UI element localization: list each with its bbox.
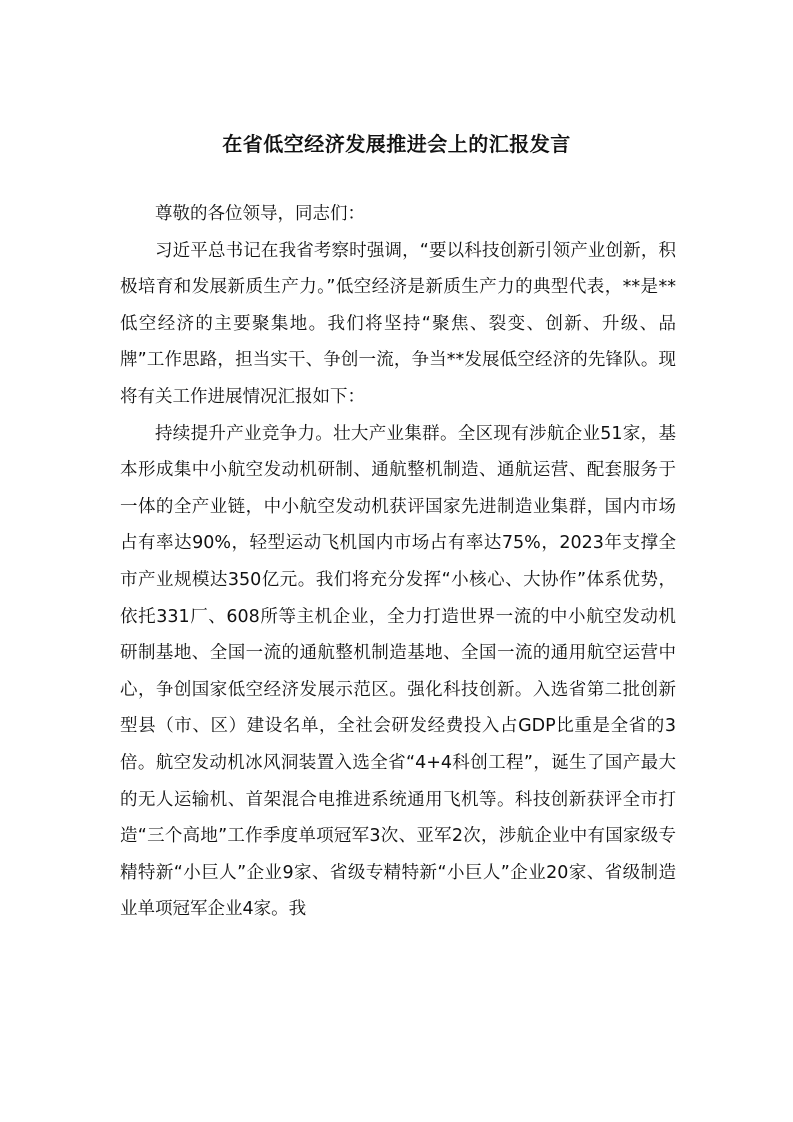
salutation-paragraph: 尊敬的各位领导，同志们： — [155, 204, 365, 224]
industry-paragraph: 持续提升产业竞争力。壮大产业集群。全区现有涉航企业51家，基本形成集中小航空发动机研制、通航整机制造、通航运营、配套服务于一体的全产业链，中小航空发动机获评国家先进制造业集群，国内市场占有率达90%，轻型运动飞机国内市场占有率达75%，2023年支撑全市产业规模达350亿元。我们将充分发挥“小核心、大协作”体系优势，依托331厂、608所等主机企业，全力打造世界一流的中小航空发动机研制基地、全国一流的通航整机制造基地、全国一流的通用航空运营中心，争创国家低空经济发展示范区。强化科技创新。入选省第二批创新型县（市、区）建设名单，全社会研发经费投入占GDP比重是全省的3倍。航空发动机冰风洞装置入选全省“4+4科创工程”，诞生了国产最大的无人运输机、首架混合电推进系统通用飞机等。科技创新获评全市打造“三个高地”工作季度单项冠军3次、亚军2次，涉航企业中有国家级专精特新“小巨人”企业9家、省级专精特新“小巨人”企业20家、省级制造业单项冠军企业4家。我 — [120, 423, 676, 920]
document-title: 在省低空经济发展推进会上的汇报发言 — [222, 132, 571, 156]
intro-paragraph: 习近平总书记在我省考察时强调，“要以科技创新引领产业创新，积极培育和发展新质生产力。”低空经济是新质生产力的典型代表，**是**低空经济的主要聚集地。我们将坚持“聚焦、裂变、创新、升级、品牌”工作思路，担当实干、争创一流，争当**发展低空经济的先锋队。现将有关工作进展情况汇报如下： — [120, 240, 676, 407]
document-body — [120, 196, 676, 928]
